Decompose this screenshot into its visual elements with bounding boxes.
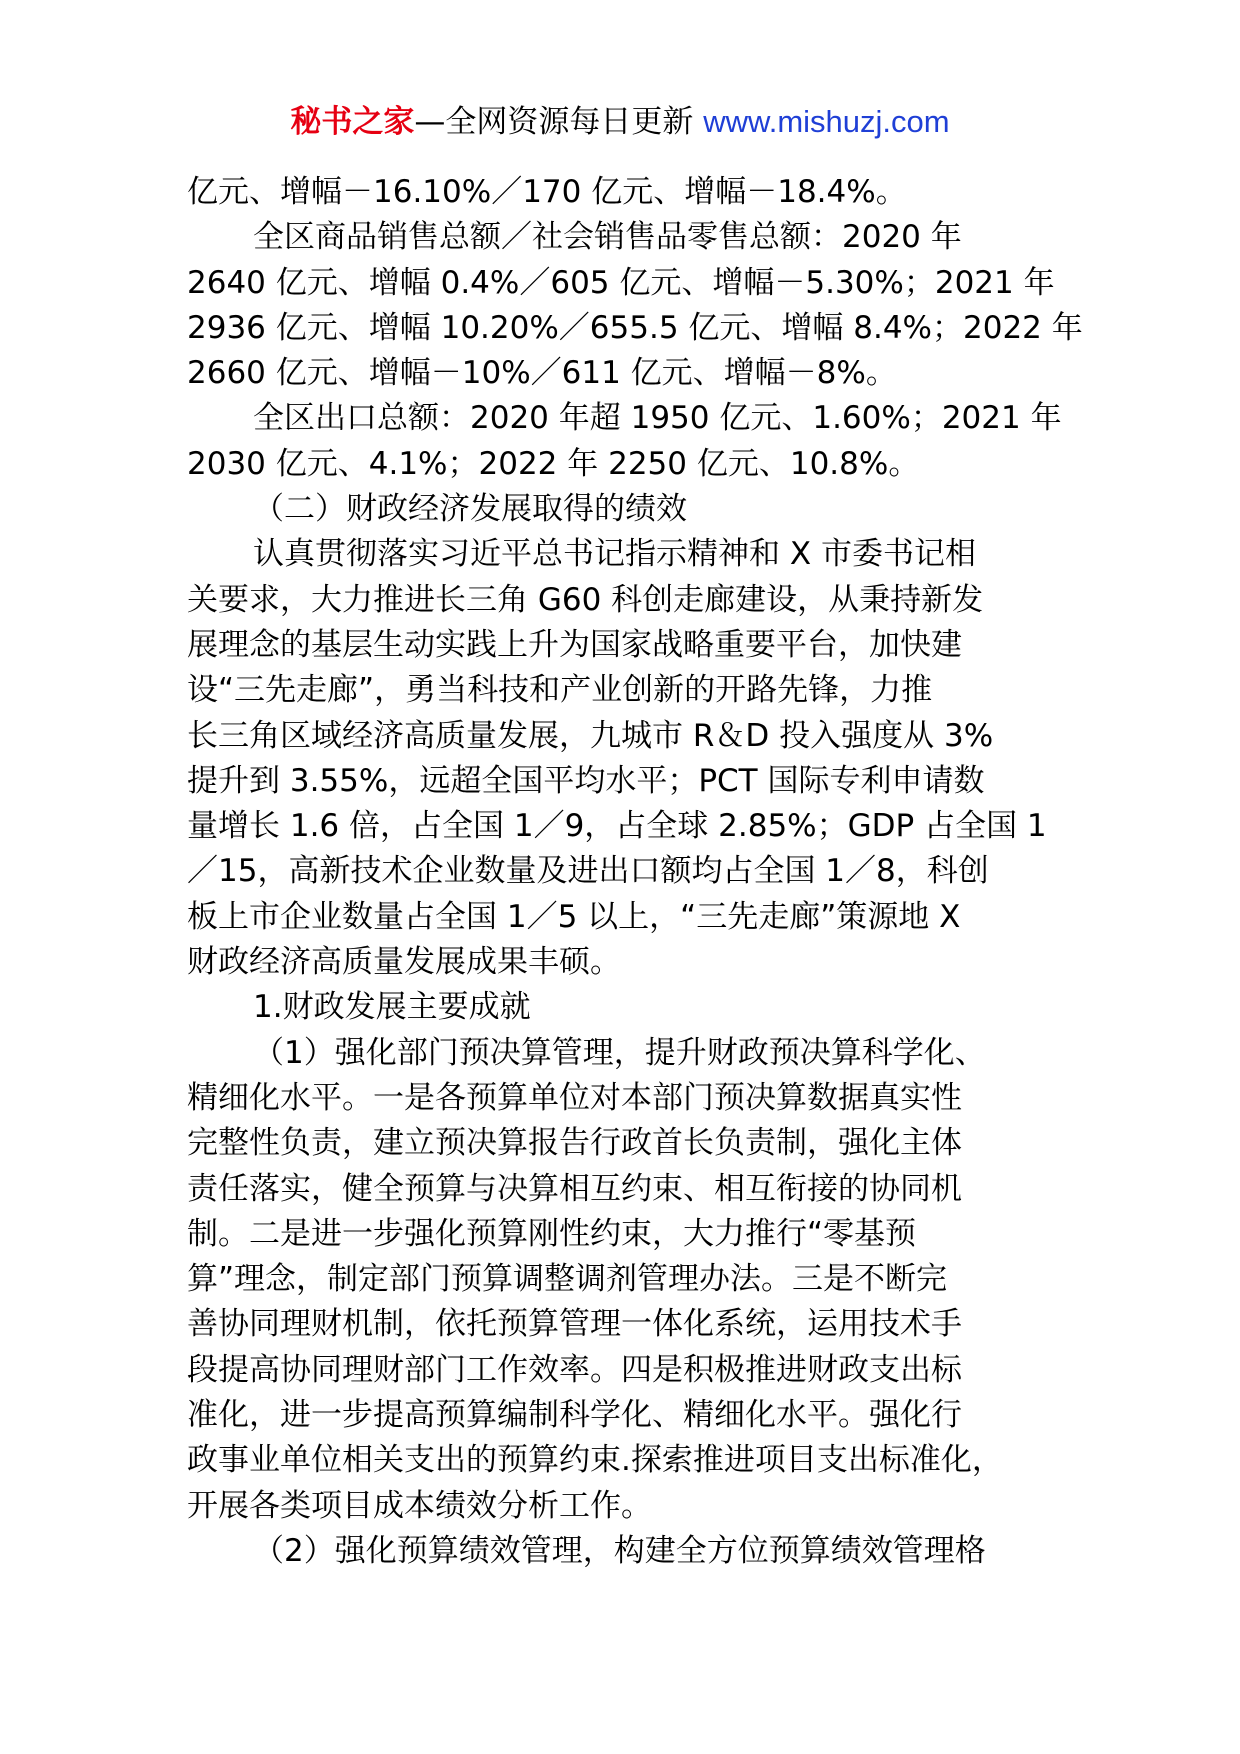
text-line: 准化，进一步提高预算编制科学化、精细化水平。强化行 xyxy=(187,1397,962,1434)
text-line: 2660 亿元、增幅－10%／611 亿元、增幅－8%。 xyxy=(187,355,897,392)
header-tagline: —全网资源每日更新 xyxy=(414,104,704,140)
text-line: 责任落实，健全预算与决算相互约束、相互衔接的协同机 xyxy=(187,1170,962,1207)
text-line: 认真贯彻落实习近平总书记指示精神和 X 市委书记相 xyxy=(253,536,976,573)
text-line: 开展各类项目成本绩效分析工作。 xyxy=(187,1487,652,1524)
text-line: 善协同理财机制，依托预算管理一体化系统，运用技术手 xyxy=(187,1306,962,1343)
text-line: 量增长 1.6 倍，占全国 1／9，占全球 2.85%；GDP 占全国 1 xyxy=(187,808,1047,845)
text-line: 2030 亿元、4.1%；2022 年 2250 亿元、10.8%。 xyxy=(187,445,920,482)
text-line: 完整性负责，建立预决算报告行政首长负责制，强化主体 xyxy=(187,1125,962,1162)
text-line: 板上市企业数量占全国 1／5 以上，“三先走廊”策源地 X xyxy=(187,898,961,935)
text-line: 提升到 3.55%，远超全国平均水平；PCT 国际专利申请数 xyxy=(187,762,985,799)
site-url-link[interactable]: www.mishuzj.com xyxy=(703,104,950,139)
text-line: 展理念的基层生动实践上升为国家战略重要平台，加快建 xyxy=(187,626,962,663)
text-line: 全区商品销售总额／社会销售品零售总额：2020 年 xyxy=(253,219,962,256)
text-line: （1）强化部门预决算管理，提升财政预决算科学化、 xyxy=(253,1034,986,1071)
text-line: 算”理念，制定部门预算调整调剂管理办法。三是不断完 xyxy=(187,1261,948,1298)
text-line: 精细化水平。一是各预算单位对本部门预决算数据真实性 xyxy=(187,1079,962,1116)
page-header xyxy=(0,100,1240,144)
text-line: （2）强化预算绩效管理，构建全方位预算绩效管理格 xyxy=(253,1532,986,1569)
text-line: 财政经济高质量发展成果丰硕。 xyxy=(187,944,621,981)
brand-name: 秘书之家 xyxy=(290,104,415,140)
text-line: 1.财政发展主要成就 xyxy=(253,989,531,1026)
text-line: 全区出口总额：2020 年超 1950 亿元、1.60%；2021 年 xyxy=(253,400,1062,437)
text-line: 关要求，大力推进长三角 G60 科创走廊建设，从秉持新发 xyxy=(187,581,984,618)
text-line: 2936 亿元、增幅 10.20%／655.5 亿元、增幅 8.4%；2022 年 xyxy=(187,309,1083,346)
text-line: 制。二是进一步强化预算刚性约束，大力推行“零基预 xyxy=(187,1215,917,1252)
text-line: 设“三先走廊”，勇当科技和产业创新的开路先锋，力推 xyxy=(187,672,933,709)
text-line: 长三角区域经济高质量发展，九城市 R＆D 投入强度从 3% xyxy=(187,717,994,754)
document-body xyxy=(187,170,1087,1574)
text-line: 亿元、增幅－16.10%／170 亿元、增幅－18.4%。 xyxy=(187,174,907,210)
text-line: （二）财政经济发展取得的绩效 xyxy=(253,491,687,528)
text-line: ／15，高新技术企业数量及进出口额均占全国 1／8，科创 xyxy=(187,853,989,890)
text-line: 政事业单位相关支出的预算约束.探索推进项目支出标准化， xyxy=(187,1442,1003,1479)
text-line: 2640 亿元、增幅 0.4%／605 亿元、增幅－5.30%；2021 年 xyxy=(187,264,1055,301)
text-line: 段提高协同理财部门工作效率。四是积极推进财政支出标 xyxy=(187,1351,962,1388)
